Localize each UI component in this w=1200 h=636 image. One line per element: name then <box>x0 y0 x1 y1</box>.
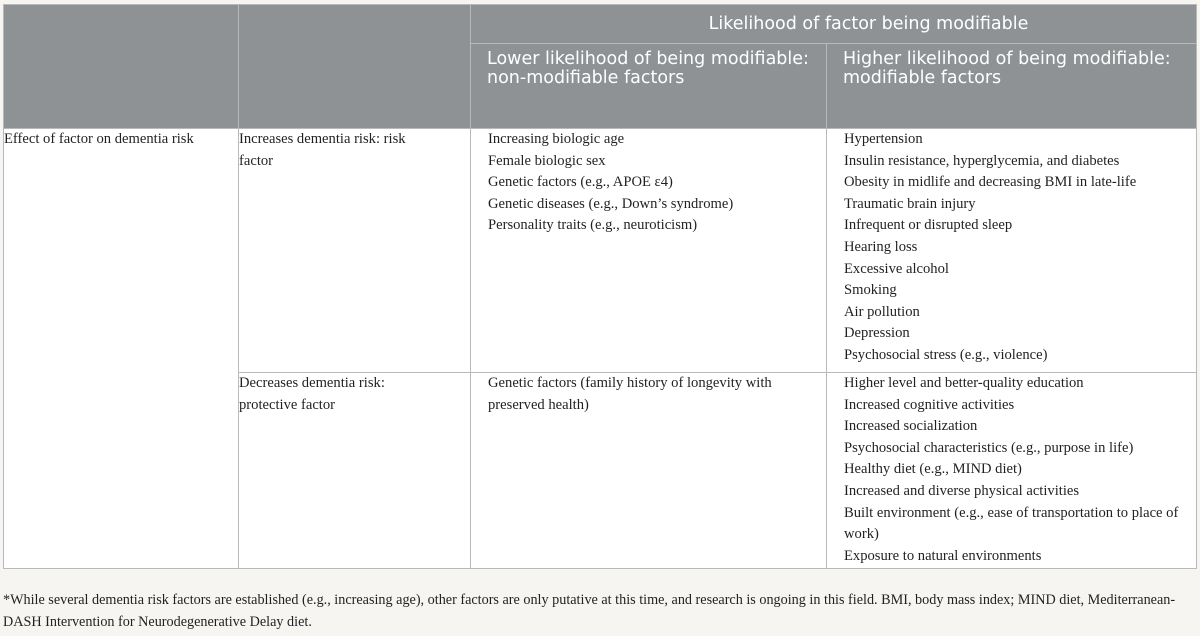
list-item: Depression <box>844 325 910 342</box>
row-label-risk-factor: Increases dementia risk: risk factor <box>239 129 471 373</box>
row-group-label: Effect of factor on dementia risk <box>4 129 239 569</box>
list-item: Higher level and better-quality education <box>844 375 1084 391</box>
list-item: Air pollution <box>844 303 920 320</box>
header-modifiable: Higher likelihood of being modifiable: modifiable factors <box>827 44 1197 129</box>
list-item: Hearing loss <box>844 238 918 255</box>
list-item: Genetic factors (e.g., APOE ε4) <box>488 174 673 191</box>
protective-non-modifiable-list <box>471 373 827 569</box>
list-item: Increasing biologic age <box>488 131 625 147</box>
list-item: Psychosocial stress (e.g., violence) <box>844 346 1048 363</box>
dementia-risk-factors-table <box>3 4 1197 569</box>
header-non-modifiable: Lower likelihood of being modifiable: non-modifiable factors <box>471 44 827 129</box>
list-item: Increased socialization <box>844 418 978 435</box>
row-label-protective-factor: Decreases dementia risk: protective factor <box>239 373 471 569</box>
list-item: Built environment (e.g., ease of transportation to place of work) <box>844 504 1179 543</box>
list-item: Exposure to natural environments <box>844 547 1042 564</box>
list-item: Infrequent or disrupted sleep <box>844 217 1013 234</box>
list-item: Increased cognitive activities <box>844 396 1015 413</box>
list-item: Genetic factors (family history of longevity with preserved health) <box>488 375 772 413</box>
list-item: Excessive alcohol <box>844 260 949 277</box>
list-item: Psychosocial characteristics (e.g., purpose in life) <box>844 439 1134 456</box>
list-item: Traumatic brain injury <box>844 195 976 212</box>
list-item: Healthy diet (e.g., MIND diet) <box>844 461 1022 478</box>
list-item: Obesity in midlife and decreasing BMI in late-life <box>844 174 1137 191</box>
list-item: Smoking <box>844 282 897 299</box>
table-footnote: *While several dementia risk factors are established (e.g., increasing age), other factors are only putative at this time, and research is ongoing in this field. BMI, body mass index; MIND diet, Mediterranean-DASH Intervention for Neurodegenerative Delay diet. <box>3 592 1176 630</box>
risk-non-modifiable-list <box>471 129 827 373</box>
table-row-risk-factor <box>4 129 1197 373</box>
list-item: Increased and diverse physical activities <box>844 482 1080 499</box>
header-blank-1 <box>4 5 239 129</box>
list-item: Hypertension <box>844 131 923 147</box>
list-item: Genetic diseases (e.g., Down’s syndrome) <box>488 195 734 212</box>
header-blank-2 <box>239 5 471 129</box>
risk-modifiable-list <box>827 129 1197 373</box>
header-likelihood-modifiable: Likelihood of factor being modifiable <box>471 5 1197 44</box>
protective-modifiable-list <box>827 373 1197 569</box>
list-item: Personality traits (e.g., neuroticism) <box>488 217 698 234</box>
list-item: Insulin resistance, hyperglycemia, and diabetes <box>844 152 1120 169</box>
list-item: Female biologic sex <box>488 152 606 169</box>
